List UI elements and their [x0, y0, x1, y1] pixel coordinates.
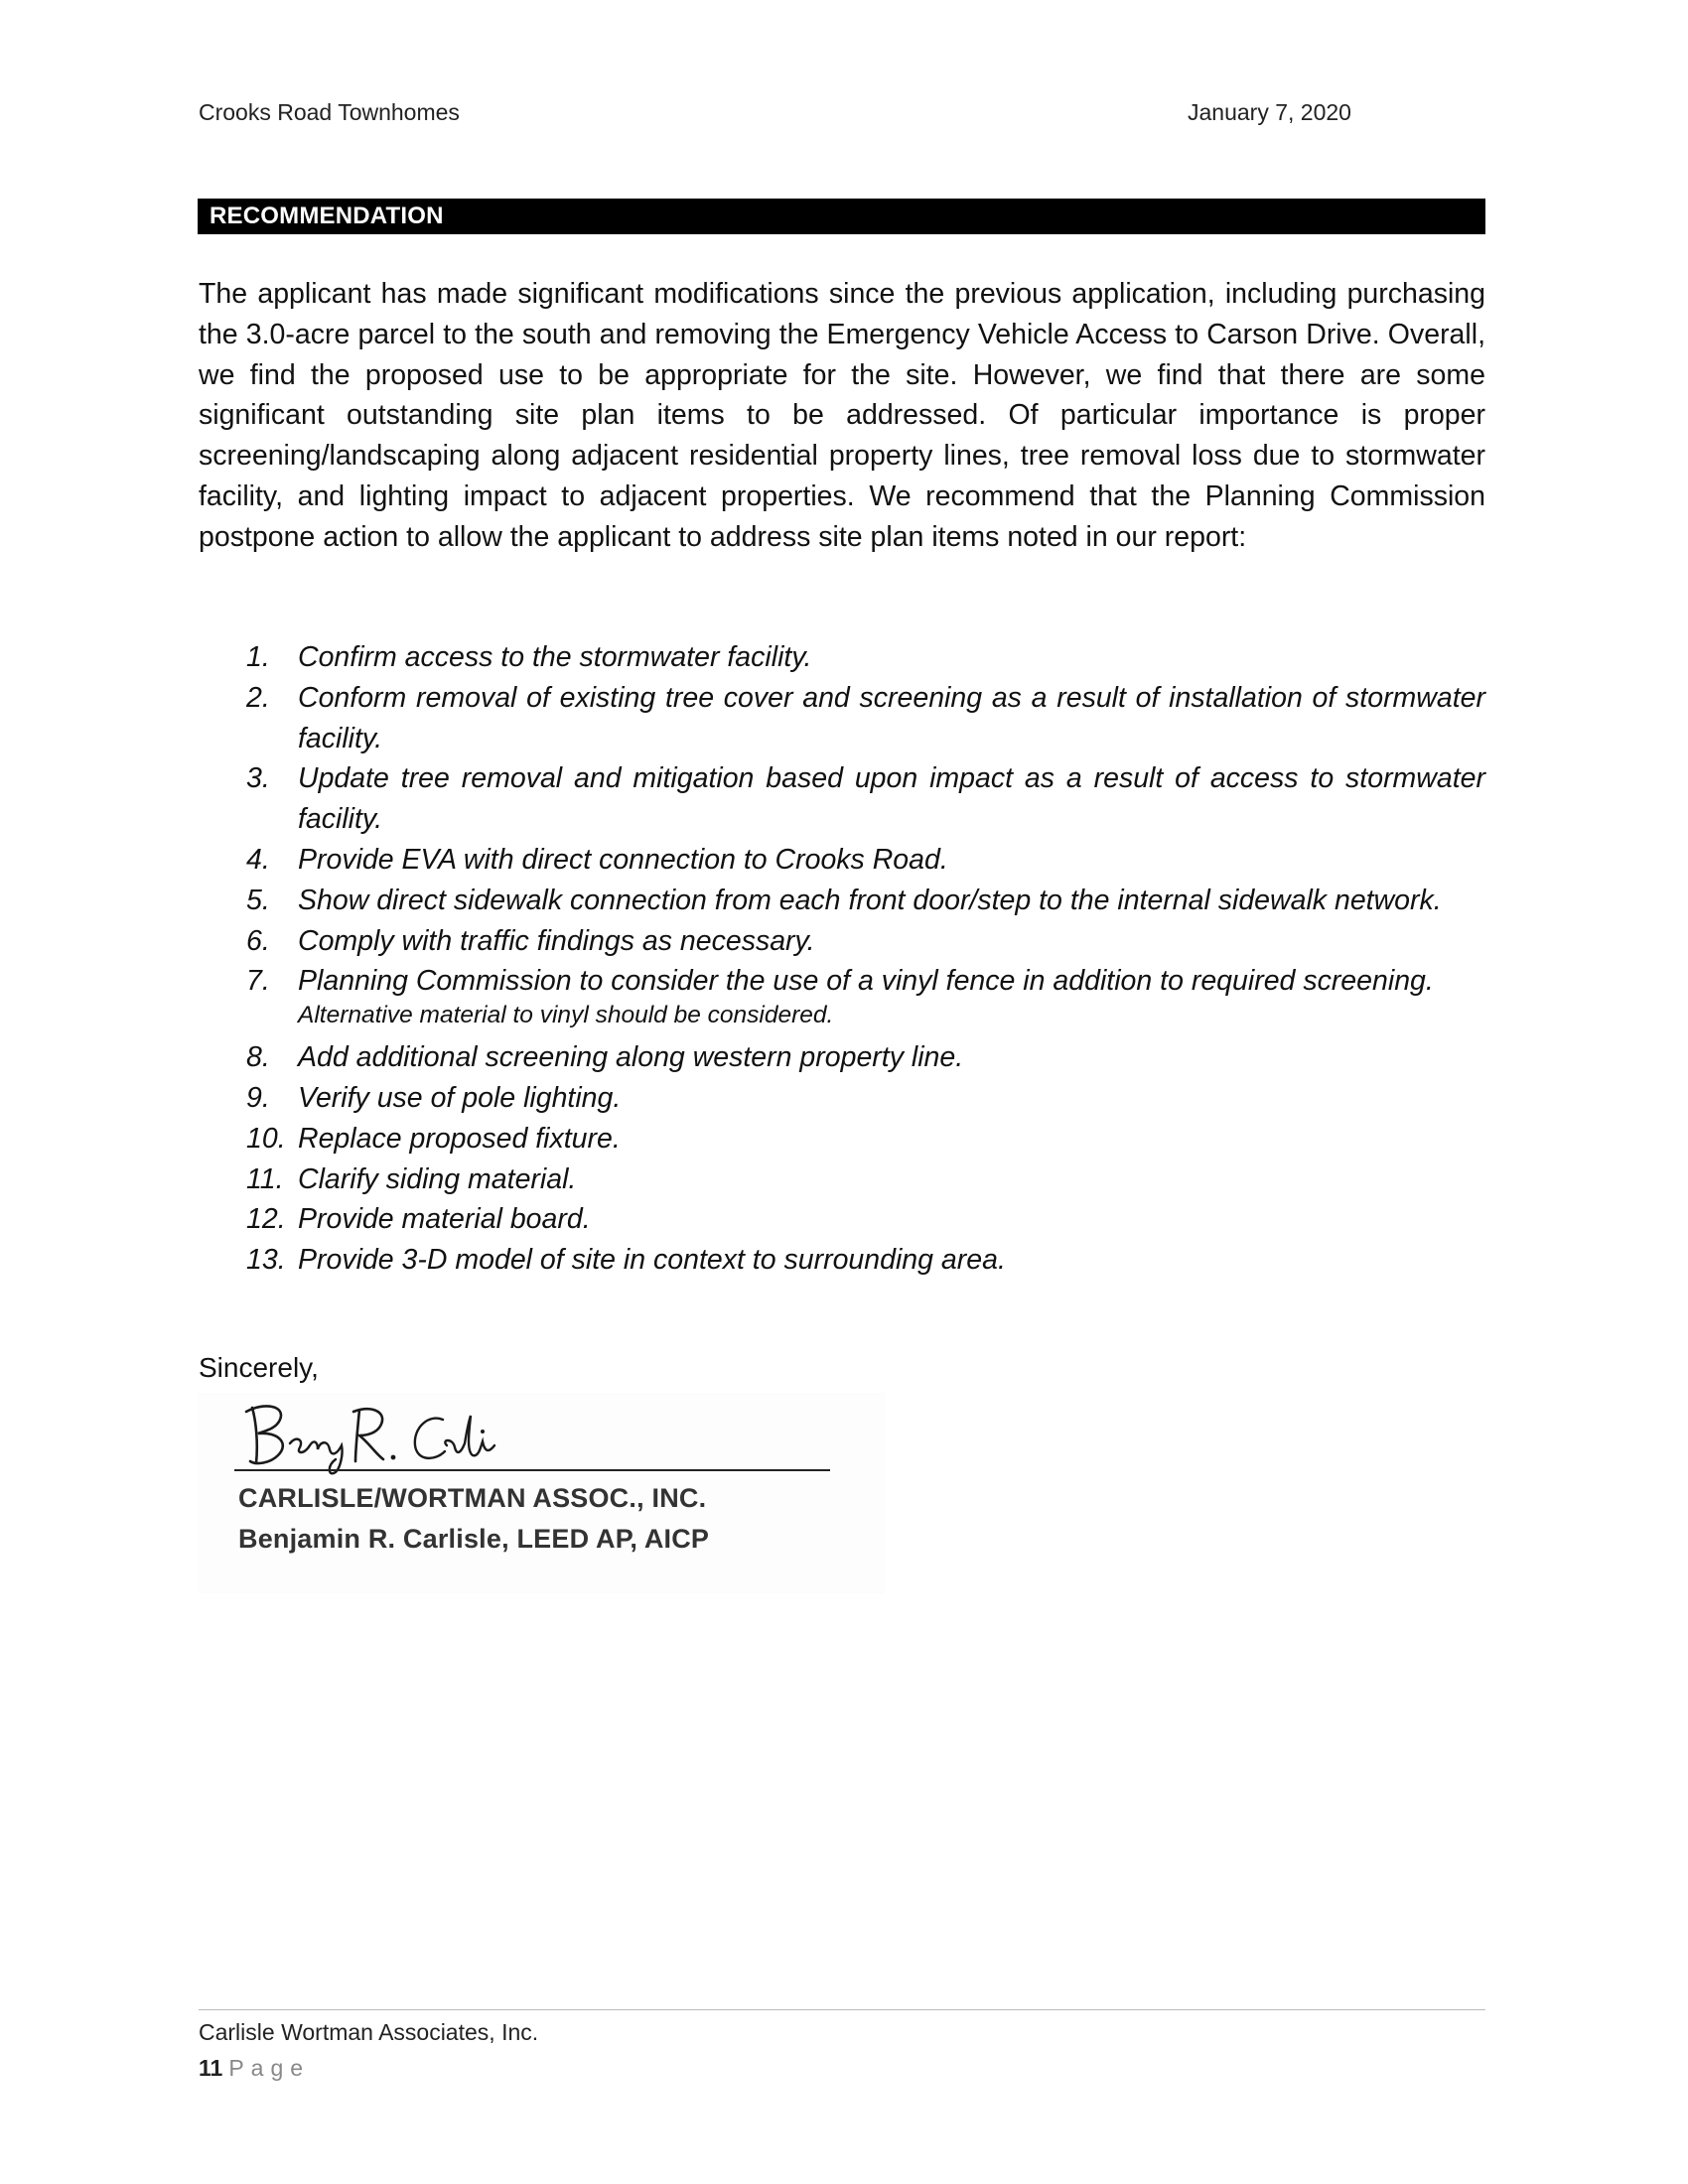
- list-item: [199, 1037, 1485, 1078]
- list-item-text: Add additional screening along western property line.: [298, 1041, 964, 1074]
- list-item-text: Planning Commission to consider the use of a vinyl fence in addition to required screening.: [298, 965, 1434, 998]
- list-item: [199, 1240, 1485, 1281]
- signature-firm-name: CARLISLE/WORTMAN ASSOC., INC.: [238, 1483, 707, 1513]
- list-item: [199, 840, 1485, 881]
- list-item-text: Conform removal of existing tree cover and screening as a result of installation of stormwater facility.: [298, 681, 1485, 754]
- recommendation-list: [199, 637, 1485, 1281]
- list-item: [199, 881, 1485, 921]
- list-item-number: 13.: [246, 1244, 286, 1277]
- closing-salutation: Sincerely,: [199, 1352, 319, 1383]
- list-item: [199, 961, 1485, 1033]
- header-project-title: Crooks Road Townhomes: [199, 99, 460, 125]
- list-item-number: 10.: [246, 1122, 286, 1155]
- list-item-text: Provide EVA with direct connection to Crooks Road.: [298, 843, 948, 876]
- footer-company: Carlisle Wortman Associates, Inc.: [199, 2019, 539, 2045]
- list-item-number: 11.: [246, 1162, 284, 1195]
- list-item: [199, 678, 1485, 759]
- list-item: [199, 637, 1485, 678]
- list-item: [199, 1199, 1485, 1240]
- recommendation-paragraph: The applicant has made significant modifications since the previous application, including purchasing the 3.0-acre parcel to the south and removing the Emergency Vehicle Access to Carson Drive. Overall, we find the proposed use to be appropriate for the site. However, we find that there are some significant outstanding site plan items to be addressed. Of particular importance is proper screening/landscaping along adjacent residential property lines, tree removal loss due to stormwater facility, and lighting impact to adjacent properties. We recommend that the Planning Commission postpone action to allow the applicant to address site plan items noted in our report:: [199, 278, 1485, 553]
- footer-page-number: 11: [199, 2055, 223, 2081]
- list-item: [199, 921, 1485, 962]
- list-item-text: Verify use of pole lighting.: [298, 1081, 622, 1114]
- list-item: [199, 758, 1485, 840]
- list-item-text: Replace proposed fixture.: [298, 1122, 621, 1155]
- list-item-number: 2.: [246, 681, 270, 714]
- list-item-text: Show direct sidewalk connection from each front door/step to the internal sidewalk network.: [298, 884, 1442, 916]
- signature-signer-name: Benjamin R. Carlisle, LEED AP, AICP: [238, 1524, 710, 1554]
- list-item-text: Update tree removal and mitigation based upon impact as a result of access to stormwater facility.: [298, 762, 1485, 836]
- list-item-number: 12.: [246, 1203, 286, 1236]
- footer-page-label: Page: [228, 2055, 311, 2081]
- list-item-text: Confirm access to the stormwater facility.: [298, 641, 812, 673]
- list-item-text: Provide 3-D model of site in context to surrounding area.: [298, 1244, 1006, 1277]
- list-item: [199, 1119, 1485, 1160]
- list-item-number: 5.: [246, 884, 270, 916]
- list-item-text: Clarify siding material.: [298, 1162, 577, 1195]
- section-heading-bar: RECOMMENDATION: [198, 199, 1485, 234]
- footer-divider: [199, 2009, 1485, 2010]
- header-date: January 7, 2020: [1188, 99, 1351, 125]
- list-item-number: 6.: [246, 924, 270, 957]
- signature-line: [234, 1469, 830, 1471]
- footer-page-indicator: [199, 2055, 310, 2082]
- list-item-number: 3.: [246, 762, 270, 795]
- list-item-number: 9.: [246, 1081, 270, 1114]
- list-item: [199, 1160, 1485, 1200]
- list-item: [199, 1078, 1485, 1119]
- list-item-text: Comply with traffic findings as necessary.: [298, 924, 815, 957]
- handwritten-signature: [234, 1400, 562, 1475]
- list-item-number: 7.: [246, 965, 270, 998]
- list-item-note: Alternative material to vinyl should be considered.: [298, 1002, 834, 1029]
- list-item-number: 1.: [246, 641, 270, 673]
- list-item-number: 8.: [246, 1041, 270, 1074]
- list-item-text: Provide material board.: [298, 1203, 591, 1236]
- list-item-number: 4.: [246, 843, 270, 876]
